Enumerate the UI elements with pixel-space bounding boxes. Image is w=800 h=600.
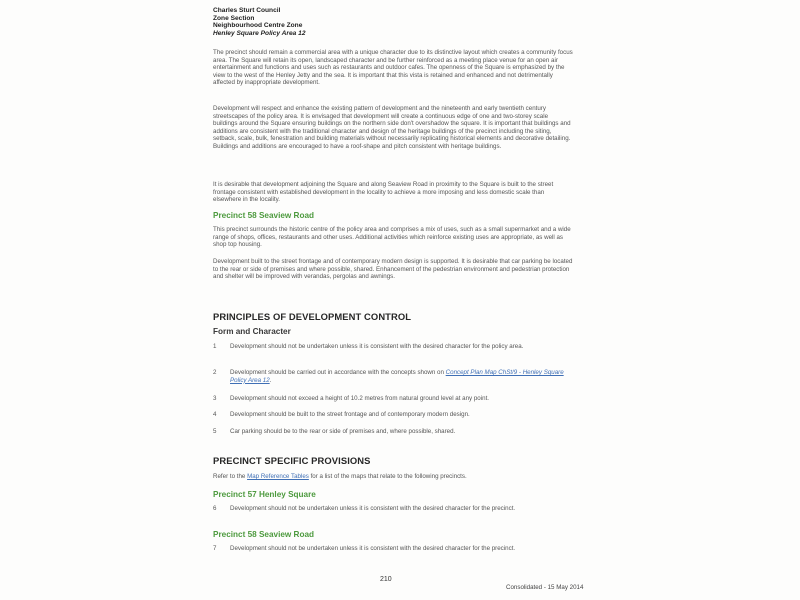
page-number: 210: [380, 576, 392, 583]
policy-area-name: Henley Square Policy Area 12: [213, 29, 306, 37]
document-header: [213, 7, 305, 37]
item-text: Development should be built to the street frontage and of contemporary modern design.: [230, 411, 470, 418]
item-text-after: .: [269, 376, 272, 384]
item-number: 3: [213, 395, 217, 402]
concept-plan-map-link[interactable]: Concept Plan Map ChSt/9 - Henley Square Policy Area 12: [230, 369, 564, 384]
intro-paragraph: Development will respect and enhance the existing pattern of development and the nineteenth and early twentieth century streetscapes of the policy area. It is envisaged that development will create a continuous edge of one and two-storey scale buildings around the Square ensuring buildings on the northern side don't overshadow the square. It is important that buildings and additions are consistent with the traditional character and design of the heritage buildings of the precinct including the siting, setback, scale, bulk, fenestration and building materials without necessarily replicating historical elements and decorative detailing. Buildings and additions are encouraged to have a roof-shape and pitch consistent with heritage buildings.: [213, 105, 571, 150]
item-text: Development should not exceed a height of 10.2 metres from natural ground level at any point.: [230, 395, 490, 402]
precinct-specific-heading: PRECINCT SPECIFIC PROVISIONS: [213, 455, 371, 466]
item-number: 5: [213, 428, 217, 435]
council-name: Charles Sturt Council: [213, 7, 281, 14]
refer-text-before: Refer to the: [213, 473, 248, 480]
item-number: 4: [213, 411, 217, 418]
zone-name: Neighbourhood Centre Zone: [213, 22, 303, 30]
precinct-58-heading: Precinct 58 Seaview Road: [213, 211, 315, 220]
item-number: 2: [213, 369, 217, 376]
item-text: Development should not be undertaken unless it is consistent with the desired character for the policy area.: [230, 343, 524, 350]
item-text: Development should not be undertaken unless it is consistent with the desired character for the precinct.: [230, 505, 516, 512]
item-text-before: Development should be carried out in accordance with the concepts shown on: [230, 369, 446, 376]
map-reference-paragraph: [213, 473, 573, 481]
map-reference-tables-link[interactable]: Map Reference Tables: [247, 473, 309, 480]
intro-paragraph: The precinct should remain a commercial area with a unique character due to its distinctive layout which creates a community focus area. The Square will retain its open, landscaped character and be further reinforced as a meeting place venue for an open air entertainment and functions and uses such as restaurants and outdoor cafes. The openness of the Square is emphasized by the view to the west of the Henley Jetty and the sea. It is important that this vista is retained and enhanced and not detrimentally affected by inappropriate development.: [213, 49, 573, 87]
section-name: Zone Section: [213, 14, 255, 22]
item-number: 6: [213, 505, 217, 512]
precinct-58-paragraph: This precinct surrounds the historic centre of the policy area and comprises a mix of uses, such as a small supermarket and a wide range of shops, offices, restaurants and other uses. Additional activities which reinforce existing uses are appropriate, as well as shop top housing.: [213, 226, 571, 249]
form-character-heading: Form and Character: [213, 327, 291, 336]
item-text: Development should not be undertaken unless it is consistent with the desired character for the precinct.: [230, 545, 516, 552]
item-text: [230, 369, 570, 384]
precinct-58-paragraph: Development built to the street frontage and of contemporary modern design is supported. It is desirable that car parking be located to the rear or side of premises and where possible, shared. Enhancement of the pedestrian environment and pedestrian protection and shelter will be improved with verandas, pergolas and awnings.: [213, 258, 573, 281]
refer-text-after: for a list of the maps that relate to the following precincts.: [308, 473, 467, 480]
precinct-57-heading: Precinct 57 Henley Square: [213, 490, 316, 499]
principles-heading: PRINCIPLES OF DEVELOPMENT CONTROL: [213, 311, 412, 322]
precinct-58-provisions-heading: Precinct 58 Seaview Road: [213, 530, 315, 539]
consolidated-date: Consolidated - 15 May 2014: [506, 584, 584, 591]
item-number: 1: [213, 343, 217, 350]
intro-paragraph: It is desirable that development adjoining the Square and along Seaview Road in proximity to the Square is built to the street frontage consistent with established development in the locality to achieve a more imposing and less domestic scale than elsewhere in the locality.: [213, 181, 554, 204]
item-text: Car parking should be to the rear or side of premises and, where possible, shared.: [230, 428, 456, 435]
item-number: 7: [213, 545, 217, 552]
